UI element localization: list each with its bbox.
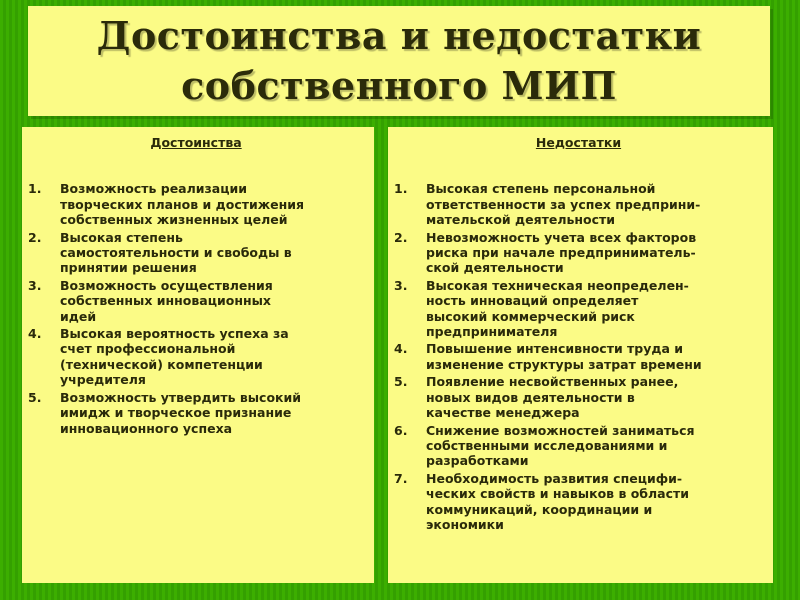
item-number: 3. <box>394 277 408 293</box>
list-item <box>394 341 763 372</box>
list-item <box>394 181 763 227</box>
item-text: Возможность осуществления собственных инновационных идей <box>60 277 273 324</box>
list-item <box>28 230 364 276</box>
item-text: Высокая степень персональной ответственности за успех предприни- мательской деятельности <box>426 181 701 228</box>
item-number: 4. <box>394 341 408 357</box>
slide-title <box>97 11 702 111</box>
item-number: 4. <box>28 326 42 342</box>
slide-title-line-2: собственного МИП <box>181 63 617 108</box>
item-number: 2. <box>394 229 408 245</box>
slide-title-line-1: Достоинства и недостатки <box>96 13 702 58</box>
list-item <box>28 278 364 324</box>
item-text: Необходимость развития специфи- ческих свойств и навыков в области коммуникаций, координации и экономики <box>426 470 690 532</box>
disadvantages-list <box>394 181 763 532</box>
list-item <box>394 374 763 420</box>
list-item <box>28 181 364 227</box>
item-number: 1. <box>28 181 42 197</box>
list-item <box>394 278 763 340</box>
item-text: Возможность реализации творческих планов и достижения собственных жизненных целей <box>60 181 305 228</box>
item-text: Повышение интенсивности труда и изменение структуры затрат времени <box>426 341 702 372</box>
list-item <box>28 390 364 436</box>
item-text: Возможность утвердить высокий имидж и творческое признание инновационного успеха <box>60 389 302 436</box>
disadvantages-panel <box>388 127 773 583</box>
advantages-header: Достоинства <box>150 135 242 150</box>
item-text: Высокая степень самостоятельности и свободы в принятии решения <box>60 229 292 276</box>
item-number: 5. <box>394 374 408 390</box>
advantages-list <box>28 181 364 436</box>
item-text: Снижение возможностей заниматься собственными исследованиями и разработками <box>426 422 695 469</box>
item-number: 3. <box>28 277 42 293</box>
item-number: 6. <box>394 422 408 438</box>
item-text: Высокая техническая неопределен- ность инноваций определяет высокий коммерческий риск предпринимателя <box>426 277 689 340</box>
advantages-panel <box>22 127 374 583</box>
title-box <box>28 6 770 116</box>
list-item <box>394 230 763 276</box>
list-item <box>28 326 364 388</box>
item-number: 2. <box>28 229 42 245</box>
item-text: Невозможность учета всех факторов риска при начале предприниматель- ской деятельности <box>426 229 697 276</box>
disadvantages-header: Недостатки <box>535 135 622 150</box>
list-item <box>394 423 763 469</box>
item-number: 7. <box>394 470 408 486</box>
item-text: Появление несвойственных ранее, новых видов деятельности в качестве менеджера <box>426 374 679 421</box>
list-item <box>394 471 763 533</box>
item-text: Высокая вероятность успеха за счет профессиональной (технической) компетенции учредителя <box>60 326 289 388</box>
item-number: 5. <box>28 389 42 405</box>
item-number: 1. <box>394 181 408 197</box>
